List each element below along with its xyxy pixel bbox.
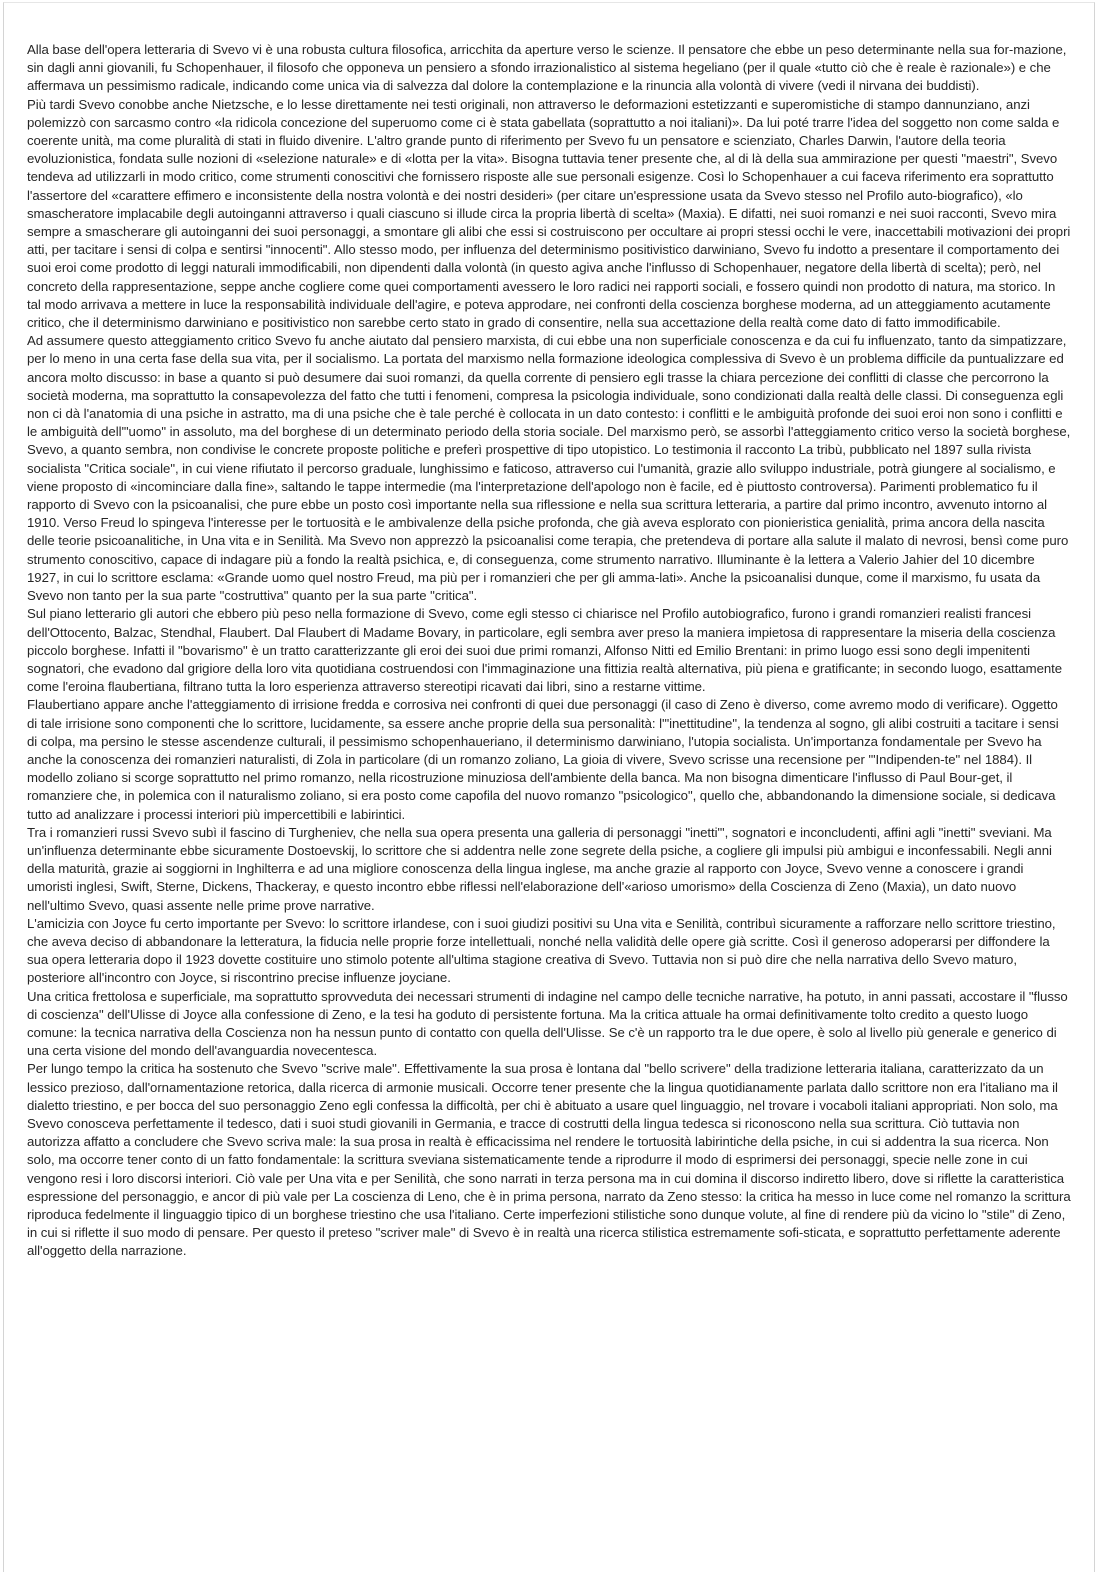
- paragraph-joyce: L'amicizia con Joyce fu certo importante per Svevo: lo scrittore irlandese, con i suoi giudizi positivi su Una vita e Senilità, contribuì sicuramente a rafforzare nello scrittore triestino, che aveva deciso di abbandonare la letteratura, la fiducia nelle proprie forze intellettuali, nonché nella validità delle opere già scritte. Così il generoso adoperarsi per diffondere la sua opera letteraria dopo il 1923 dovette costituire uno stimolo potente all'ultima stagione creativa di Svevo. Tuttavia non si può dire che nella narrativa dello Svevo maturo, posteriore all'incontro con Joyce, si riscontrino precise influenze joyciane.: [27, 915, 1056, 986]
- paragraph-romanzieri-russi: Tra i romanzieri russi Svevo subì il fascino di Turgheniev, che nella sua opera presenta una galleria di personaggi "inetti"', sognatori e inconcludenti, affini agli "inetti" sveviani. Ma un'influenza determinante ebbe sicuramente Dostoevskij, lo scrittore che si addentra nelle zone segrete della psiche, a cogliere gli impulsi più ambigui e inconfessabili. Negli anni della maturità, grazie ai soggiorni in Inghilterra e ad una migliore conoscenza della lingua inglese, ma anche grazie al rapporto con Joyce, Svevo venne a conoscere i grandi umoristi inglesi, Swift, Sterne, Dickens, Thackeray, e questo incontro ebbe riflessi nell'elaborazione dell'«arioso umorismo» della Coscienza di Zeno (Maxia), un dato nuovo nell'ultimo Svevo, quasi assente nelle prime prove narrative.: [27, 824, 1052, 913]
- paragraph-nietzsche-darwin: Più tardi Svevo conobbe anche Nietzsche, e lo lesse direttamente nei testi originali, non attraverso le deformazioni estetizzanti e superomistiche di stampo dannunziano, anzi polemizzò con sarcasmo contro «la ridicola concezione del superuomo come ci è stata gabellata (soprattutto a noi italiani)». Da lui poté trarre l'idea del soggetto non come salda e coerente unità, ma come pluralità di stati in fluido divenire. L'altro grande punto di riferimento per Svevo fu un pensatore e scienziato, Charles Darwin, l'autore della teoria evoluzionistica, fondata sulle nozioni di «selezione naturale» e di «lotta per la vita». Bisogna tuttavia tener presente che, al di là della sua ammirazione per questi "maestri", Svevo tendeva ad utilizzarli in modo critico, come strumenti conoscitivi che fornissero risposte alle sue personali esigenze. Così lo Schopenhauer a cui faceva riferimento era soprattutto l'assertore del «carattere effimero e inconsistente della nostra volontà e dei nostri desideri» (per citare un'espressione usata da Svevo stesso nel Profilo auto-biografico), «lo smascheratore implacabile degli autoinganni attraverso i quali ciascuno si illude circa la propria libertà di scelta» (Maxia). E difatti, nei suoi romanzi e nei suoi racconti, Svevo mira sempre a smascherare gli autoinganni dei suoi personaggi, a smontare gli alibi che essi si costruiscono per occultare ai propri stessi occhi le vere, inaccettabili motivazioni dei propri atti, per tacitare i sensi di colpa e sentirsi "innocenti". Allo stesso modo, per influenza del determinismo positivistico darwiniano, Svevo fu indotto a presentare il comportamento dei suoi eroi come prodotto di leggi naturali immodificabili, non dipendenti dalla volontà (in questo agiva anche l'influsso di Schopenhauer, negatore della libertà di scelta); però, nel concreto della rappresentazione, seppe anche cogliere come quei comportamenti avessero le loro radici nei rapporti sociali, e fossero quindi non prodotto di natura, ma storico. In tal modo arrivava a mettere in luce la responsabilità individuale dell'agire, e poteva approdare, nei confronti della coscienza borghese moderna, ad un atteggiamento acutamente critico, che il determinismo darwiniano e positivistico non sarebbe certo stato in grado di consentire, nella sua accettazione della realtà come dato di fatto immodificabile.: [27, 96, 1071, 331]
- paragraph-schopenhauer: Alla base dell'opera letteraria di Svevo vi è una robusta cultura filosofica, arricchita da aperture verso le scienze. Il pensatore che ebbe un peso determinante nella sua for-mazione, sin dagli anni giovanili, fu Schopenhauer, il filosofo che opponeva un pensiero a sfondo irrazionalistico al sistema hegeliano (per il quale «tutto ciò che è reale è razionale») e che affermava un pessimismo radicale, indicando come unica via di salvezza dal dolore la contemplazione e la rinuncia alla volontà di vivere (vedi il nirvana dei buddisti).: [27, 42, 1067, 94]
- paragraph-flaubert-zola: Flaubertiano appare anche l'atteggiamento di irrisione fredda e corrosiva nei confronti di quei due personaggi (il caso di Zeno è diverso, come avremo modo di verificare). Oggetto di tale irrisione sono componenti che lo scrittore, lucidamente, sa essere anche proprie della sua personalità: l'"inettitudine", la tendenza al sogno, gli alibi costruiti a tacitare i sensi di colpa, ma persino le stesse ascendenze culturali, il pessimismo schopenhaueriano, il determinismo darwiniano, l'utopia socialista. Un'importanza fondamentale per Svevo ha anche la conoscenza dei romanzieri naturalisti, di Zola in particolare (di un romanzo zoliano, La gioia di vivere, Svevo scrisse una recensione per "'Indipenden-te" nel 1884). Il modello zoliano si scorge soprattutto nel primo romanzo, nella ricostruzione minuziosa dell'ambiente della banca. Ma non bisogna dimenticare l'influsso di Paul Bour-get, il romanziere che, in polemica con il naturalismo zoliano, si era posto come capofila del nuovo romanzo "psicologico", quello che, abbandonando la dimensione sociale, si dedicava tutto ad analizzare i processi interiori più impercettibili e labirintici.: [27, 697, 1059, 822]
- document-body: [27, 41, 1071, 1261]
- paragraph-scrive-male: Per lungo tempo la critica ha sostenuto che Svevo "scrive male". Effettivamente la sua prosa è lontana dal "bello scrivere" della tradizione letteraria italiana, caratterizzato da un lessico prezioso, dall'ornamentazione retorica, dalla ricerca di armonie musicali. Occorre tener presente che la lingua quotidianamente parlata dallo scrittore non era l'italiano ma il dialetto triestino, e per bocca del suo personaggio Zeno egli confessa la difficoltà, per chi è abituato a usare quel linguaggio, nel trovare i vocaboli italiani appropriati. Non solo, ma Svevo conosceva perfettamente il tedesco, dati i suoi studi giovanili in Germania, e tracce di costrutti della lingua tedesca si riconoscono nella sua scrittura. Ciò tuttavia non autorizza affatto a concludere che Svevo scriva male: la sua prosa in realtà è efficacissima nel rendere le tortuosità labirintiche della psiche, in cui si addentra la sua ricerca. Non solo, ma occorre tener conto di un fatto fondamentale: la scrittura sveviana sistematicamente tende a riprodurre il modo di esprimersi dei personaggi, specie nelle zone in cui vengono resi i loro discorsi interiori. Ciò vale per Una vita e per Senilità, che sono narrati in terza persona ma in cui domina il discorso indiretto libero, dove si riflette la caratteristica espressione del personaggio, e ancor di più vale per La coscienza di Leno, che è in prima persona, narrato da Zeno stesso: la critica ha messo in luce come nel romanzo la scrittura riproduca fedelmente il linguaggio tipico di un borghese triestino che usa l'italiano. Certe imperfezioni stilistiche sono dunque volute, al fine di rendere più da vicino lo "stile" di Zeno, in cui si riflette il suo modo di pensare. Per questo il preteso "scriver male" di Svevo è in realtà una ricerca stilistica estremamente sofi-sticata, e soprattutto perfettamente aderente all'oggetto della narrazione.: [27, 1061, 1071, 1259]
- paragraph-flusso-coscienza: Una critica frettolosa e superficiale, ma soprattutto sprovveduta dei necessari strumenti di indagine nel campo delle tecniche narrative, ha potuto, in anni passati, accostare il "flusso di coscienza" dell'Ulisse di Joyce alla confessione di Zeno, e la tesi ha goduto di persistente fortuna. Ma la critica attuale ha ormai definitivamente tolto credito a questo luogo comune: la tecnica narrativa della Coscienza non ha nessun punto di contatto con quella dell'Ulisse. Se c'è un rapporto tra le due opere, è solo al livello più generale e generico di una certa visione del mondo dell'avanguardia novecentesca.: [27, 988, 1068, 1059]
- paragraph-marxismo-psicoanalisi: Ad assumere questo atteggiamento critico Svevo fu anche aiutato dal pensiero marxista, di cui ebbe una non superficiale conoscenza e da cui fu influenzato, tanto da simpatizzare, per lo meno in una certa fase della sua vita, per il socialismo. La portata del marxismo nella formazione ideologica complessiva di Svevo è un problema difficile da puntualizzare ed ancora molto discusso: in base a quanto si può desumere dai suoi romanzi, da quella corrente di pensiero egli trasse la chiara percezione dei conflitti di classe che percorrono la società moderna, ma soprattutto la consapevolezza del fatto che tutti i fenomeni, compresa la psicologia individuale, sono condizionati dalla realtà delle classi. Di conseguenza egli non ci dà l'anatomia di una psiche in astratto, ma di una psiche che è tale perché è collocata in un dato contesto: i conflitti e le ambiguità profonde dei suoi eroi non sono i conflitti e le ambiguità dell'"uomo" in assoluto, ma del borghese di un determinato periodo della storia sociale. Del marxismo però, se assorbì l'atteggiamento critico verso la società borghese, Svevo, a quanto sembra, non condivise le concrete proposte politiche e preferì prospettive di tipo utopistico. Lo testimonia il racconto La tribù, pubblicato nel 1897 sulla rivista socialista "Critica sociale", in cui viene rifiutato il percorso graduale, lunghissimo e faticoso, attraverso cui l'umanità, grazie allo sviluppo industriale, potrà giungere al socialismo, e viene proposto di «incominciare dalla fine», saltando le tappe intermedie (ma l'interpretazione dell'apologo non è facile, ed è piuttosto controversa). Parimenti problematico fu il rapporto di Svevo con la psicoanalisi, che pure ebbe un posto così importante nella sua riflessione e nella sua scrittura letteraria, a partire dal primo incontro, avvenuto intorno al 1910. Verso Freud lo spingeva l'interesse per le tortuosità e le ambivalenze della psiche profonda, che già aveva esplorato con pionieristica genialità, prima ancora della nascita delle teorie psicoanalitiche, in Una vita e in Senilità. Ma Svevo non apprezzò la psicoanalisi come terapia, che pretendeva di portare alla salute il malato di nevrosi, bensì come puro strumento conoscitivo, capace di indagare più a fondo la realtà psichica, e, di conseguenza, come strumento narrativo. Illuminante è la lettera a Valerio Jahier del 10 dicembre 1927, in cui lo scrittore esclama: «Grande uomo quel nostro Freud, ma più per i romanzieri che per gli amma-lati». Anche la psicoanalisi dunque, come il marxismo, fu usata da Svevo non tanto per la sua parte "costruttiva" quanto per la sua parte "critica".: [27, 333, 1071, 604]
- paragraph-realisti-francesi: Sul piano letterario gli autori che ebbero più peso nella formazione di Svevo, come egli stesso ci chiarisce nel Profilo autobiografico, furono i grandi romanzieri realisti francesi dell'Ottocento, Balzac, Stendhal, Flaubert. Dal Flaubert di Madame Bovary, in particolare, egli sembra aver preso la maniera impietosa di rappresentare la miseria della coscienza piccolo borghese. Infatti il "bovarismo" è un tratto caratterizzante gli eroi dei suoi due primi romanzi, Alfonso Nitti ed Emilio Brentani: in primo luogo essi sono degli impenitenti sognatori, che evadono dal grigiore della loro vita quotidiana costruendosi con l'immaginazione una fittizia realtà alternativa, più piena e gratificante; in secondo luogo, esattamente come l'eroina flaubertiana, filtrano tutta la loro esperienza attraverso stereotipi ricavati dai libri, sino a restarne vittime.: [27, 606, 1063, 695]
